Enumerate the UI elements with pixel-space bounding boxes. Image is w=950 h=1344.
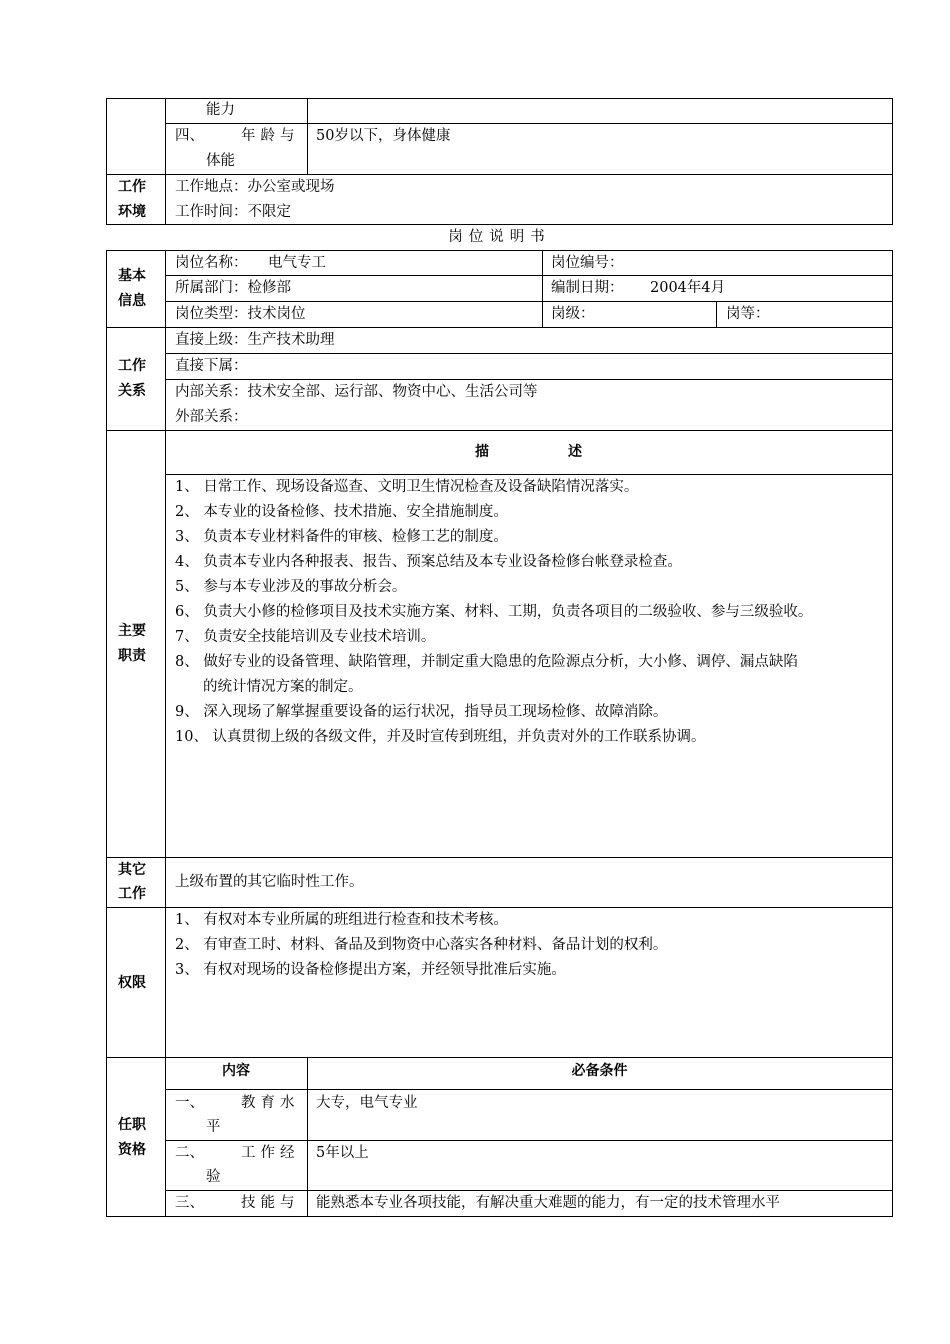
authority-item: 1、 有权对本专业所属的班组进行检查和技术考核。 xyxy=(175,912,508,928)
direct-superior: 直接上级：生产技术助理 xyxy=(175,332,335,348)
position-name-value: 电气专工 xyxy=(268,255,326,271)
age-label-main: 年龄与 xyxy=(241,128,300,144)
duty-item: 8、 做好专业的设备管理、缺陷管理，并制定重大隐患的危险源点分析，大小修、调停、漏点缺陷 xyxy=(175,654,798,670)
authority-label: 权限 xyxy=(118,975,146,991)
qual-row-num: 三、 xyxy=(175,1195,204,1211)
qual-row-value: 5年以上 xyxy=(316,1145,369,1161)
qual-header-content: 内容 xyxy=(222,1063,250,1079)
age-value: 50岁以下，身体健康 xyxy=(316,128,451,144)
position-code-label: 岗位编号： xyxy=(551,255,624,271)
work-time: 工作时间：不限定 xyxy=(175,204,291,220)
qual-label-2: 资格 xyxy=(118,1142,146,1158)
duties-label-1: 主要 xyxy=(118,623,146,639)
other-label-2: 工作 xyxy=(118,886,146,902)
duty-item: 10、 认真贯彻上级的各级文件，并及时宣传到班组，并负责对外的工作联系协调。 xyxy=(175,729,706,745)
department: 所属部门：检修部 xyxy=(175,280,291,296)
qual-row-value: 大专，电气专业 xyxy=(316,1095,418,1111)
date-label: 编制日期： xyxy=(551,280,624,296)
qual-row-main: 工作经 xyxy=(241,1145,300,1161)
ability-label-cont: 能力 xyxy=(206,102,235,118)
qual-row-main: 技能与 xyxy=(241,1195,300,1211)
work-location: 工作地点：办公室或现场 xyxy=(175,179,335,195)
qual-label-1: 任职 xyxy=(118,1117,146,1133)
duty-item: 3、 负责本专业材料备件的审核、检修工艺的制度。 xyxy=(175,529,508,545)
qual-header-required: 必备条件 xyxy=(571,1063,628,1079)
authority-item: 3、 有权对现场的设备检修提出方案，并经领导批准后实施。 xyxy=(175,962,566,978)
relations-label-2: 关系 xyxy=(118,383,146,399)
qual-row-cont: 验 xyxy=(206,1169,221,1185)
position-name-label: 岗位名称： xyxy=(175,255,248,271)
position-type: 岗位类型：技术岗位 xyxy=(175,306,306,322)
duties-header-2: 述 xyxy=(568,444,582,460)
duty-item: 的统计情况方案的制定。 xyxy=(203,679,363,695)
duty-item: 1、 日常工作、现场设备巡查、文明卫生情况检查及设备缺陷情况落实。 xyxy=(175,479,639,495)
env-label-2: 环境 xyxy=(118,204,146,220)
age-label-cont: 体能 xyxy=(206,153,235,169)
direct-subordinate: 直接下属： xyxy=(175,358,248,374)
basic-label-2: 信息 xyxy=(118,293,146,309)
other-label-1: 其它 xyxy=(118,862,146,878)
position-level: 岗级： xyxy=(551,306,595,322)
other-work-text: 上级布置的其它临时性工作。 xyxy=(175,874,364,890)
duty-item: 2、 本专业的设备检修、技术措施、安全措施制度。 xyxy=(175,504,508,520)
qual-row-value: 能熟悉本专业各项技能，有解决重大难题的能力，有一定的技术管理水平 xyxy=(316,1195,780,1211)
authority-item: 2、 有审查工时、材料、备品及到物资中心落实各种材料、备品计划的权利。 xyxy=(175,937,668,953)
env-label-1: 工作 xyxy=(118,179,146,195)
duty-item: 7、 负责安全技能培训及专业技术培训。 xyxy=(175,629,436,645)
qual-row-main: 教育水 xyxy=(241,1095,300,1111)
duties-header-1: 描 xyxy=(475,444,489,460)
external-relations: 外部关系： xyxy=(175,409,248,425)
duties-label-2: 职责 xyxy=(118,648,146,664)
position-grade: 岗等： xyxy=(726,306,770,322)
duty-item: 4、 负责本专业内各种报表、报告、预案总结及本专业设备检修台帐登录检查。 xyxy=(175,554,682,570)
duty-item: 9、 深入现场了解掌握重要设备的运行状况，指导员工现场检修、故障消除。 xyxy=(175,704,668,720)
duty-item: 5、 参与本专业涉及的事故分析会。 xyxy=(175,579,407,595)
page-title: 岗位说明书 xyxy=(448,229,551,245)
internal-relations: 内部关系：技术安全部、运行部、物资中心、生活公司等 xyxy=(175,384,538,400)
relations-label-1: 工作 xyxy=(118,358,146,374)
age-label-num: 四、 xyxy=(175,128,204,144)
date-value: 2004年4月 xyxy=(650,280,726,296)
basic-label-1: 基本 xyxy=(118,268,146,284)
qual-row-num: 一、 xyxy=(175,1095,204,1111)
qual-row-cont: 平 xyxy=(206,1119,221,1135)
duty-item: 6、 负责大小修的检修项目及技术实施方案、材料、工期，负责各项目的二级验收、参与三级验收。 xyxy=(175,604,813,620)
qual-row-num: 二、 xyxy=(175,1145,204,1161)
